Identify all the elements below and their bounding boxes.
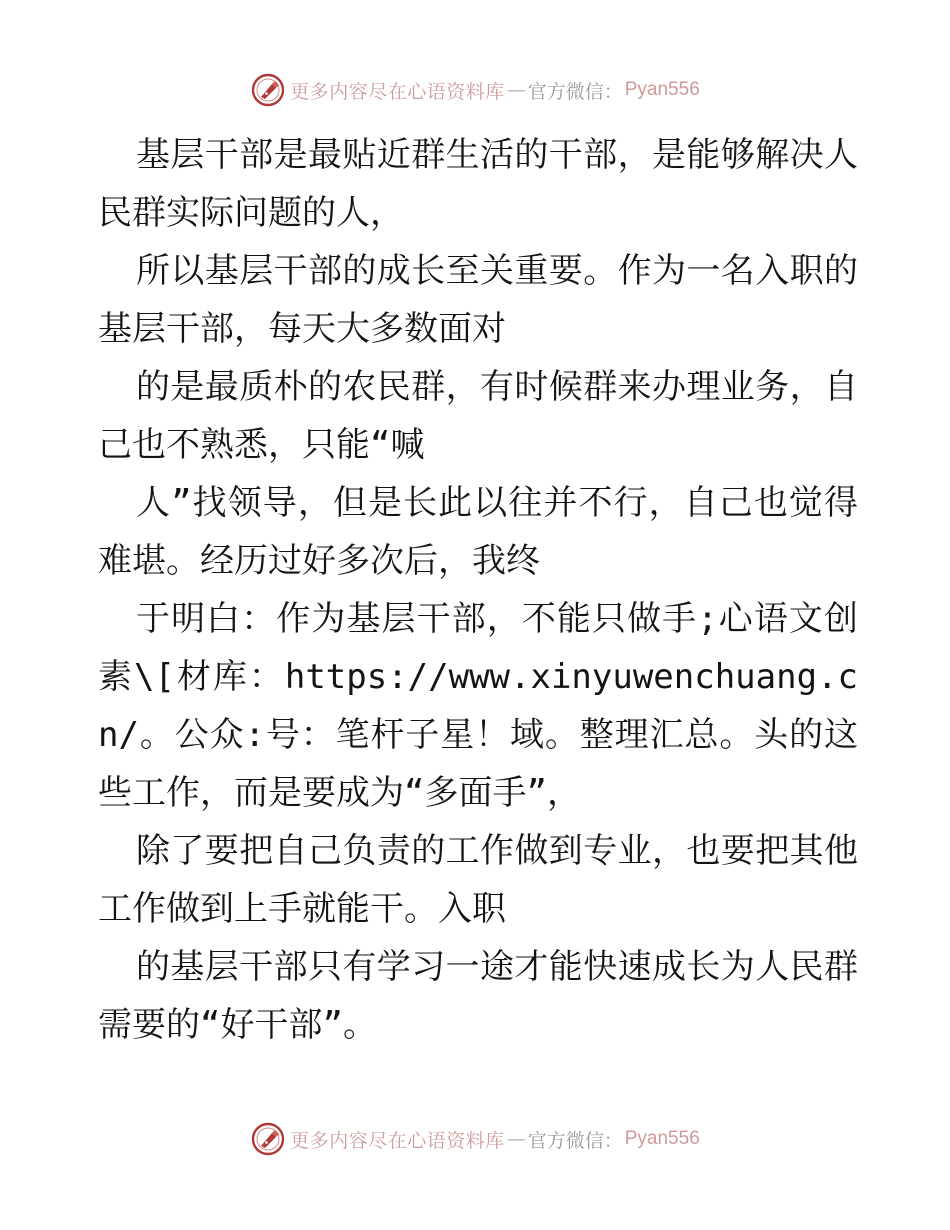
header-wechat-id: Pyan556 [624,79,700,100]
paragraph: 的基层干部只有学习一途才能快速成长为人民群需要的“好干部”。 [98,947,858,1045]
header-banner-inner [250,72,700,108]
header-dash: — [506,79,526,101]
paragraph: 所以基层干部的成长至关重要。作为一名入职的基层干部，每天大多数面对 [98,251,858,349]
paragraph: 人”找领导，但是长此以往并不行，自己也觉得难堪。经历过好多次后，我终 [98,483,858,581]
paragraph: 的是最质朴的农民群，有时候群来办理业务，自己也不熟悉，只能“喊 [98,367,858,465]
header-brand-text: 更多内容尽在心语资料库 [290,80,505,103]
paragraph: 于明白：作为基层干部，不能只做手;心语文创素\[材库：https://www.xinyuwenchuang.cn/。公众:号：笔杆子星！域。整理汇总。头的这些工作，而是要成为“多面手”， [98,599,858,813]
footer-banner-inner [250,1121,700,1157]
document-body [98,126,858,1054]
header-banner [0,70,950,110]
footer-brand-text: 更多内容尽在心语资料库 [290,1129,505,1152]
pen-nib-logo-icon [250,72,286,108]
paragraph: 除了要把自己负责的工作做到专业，也要把其他工作做到上手就能干。入职 [98,831,858,929]
footer-dash: — [506,1128,526,1150]
header-wechat-label: 官方微信： [527,80,623,103]
pen-nib-logo-icon [250,1121,286,1157]
footer-wechat-label: 官方微信： [527,1129,623,1152]
footer-banner [0,1119,950,1159]
footer-wechat-id: Pyan556 [624,1128,700,1149]
paragraph: 基层干部是最贴近群生活的干部，是能够解决人民群实际问题的人， [98,135,858,233]
